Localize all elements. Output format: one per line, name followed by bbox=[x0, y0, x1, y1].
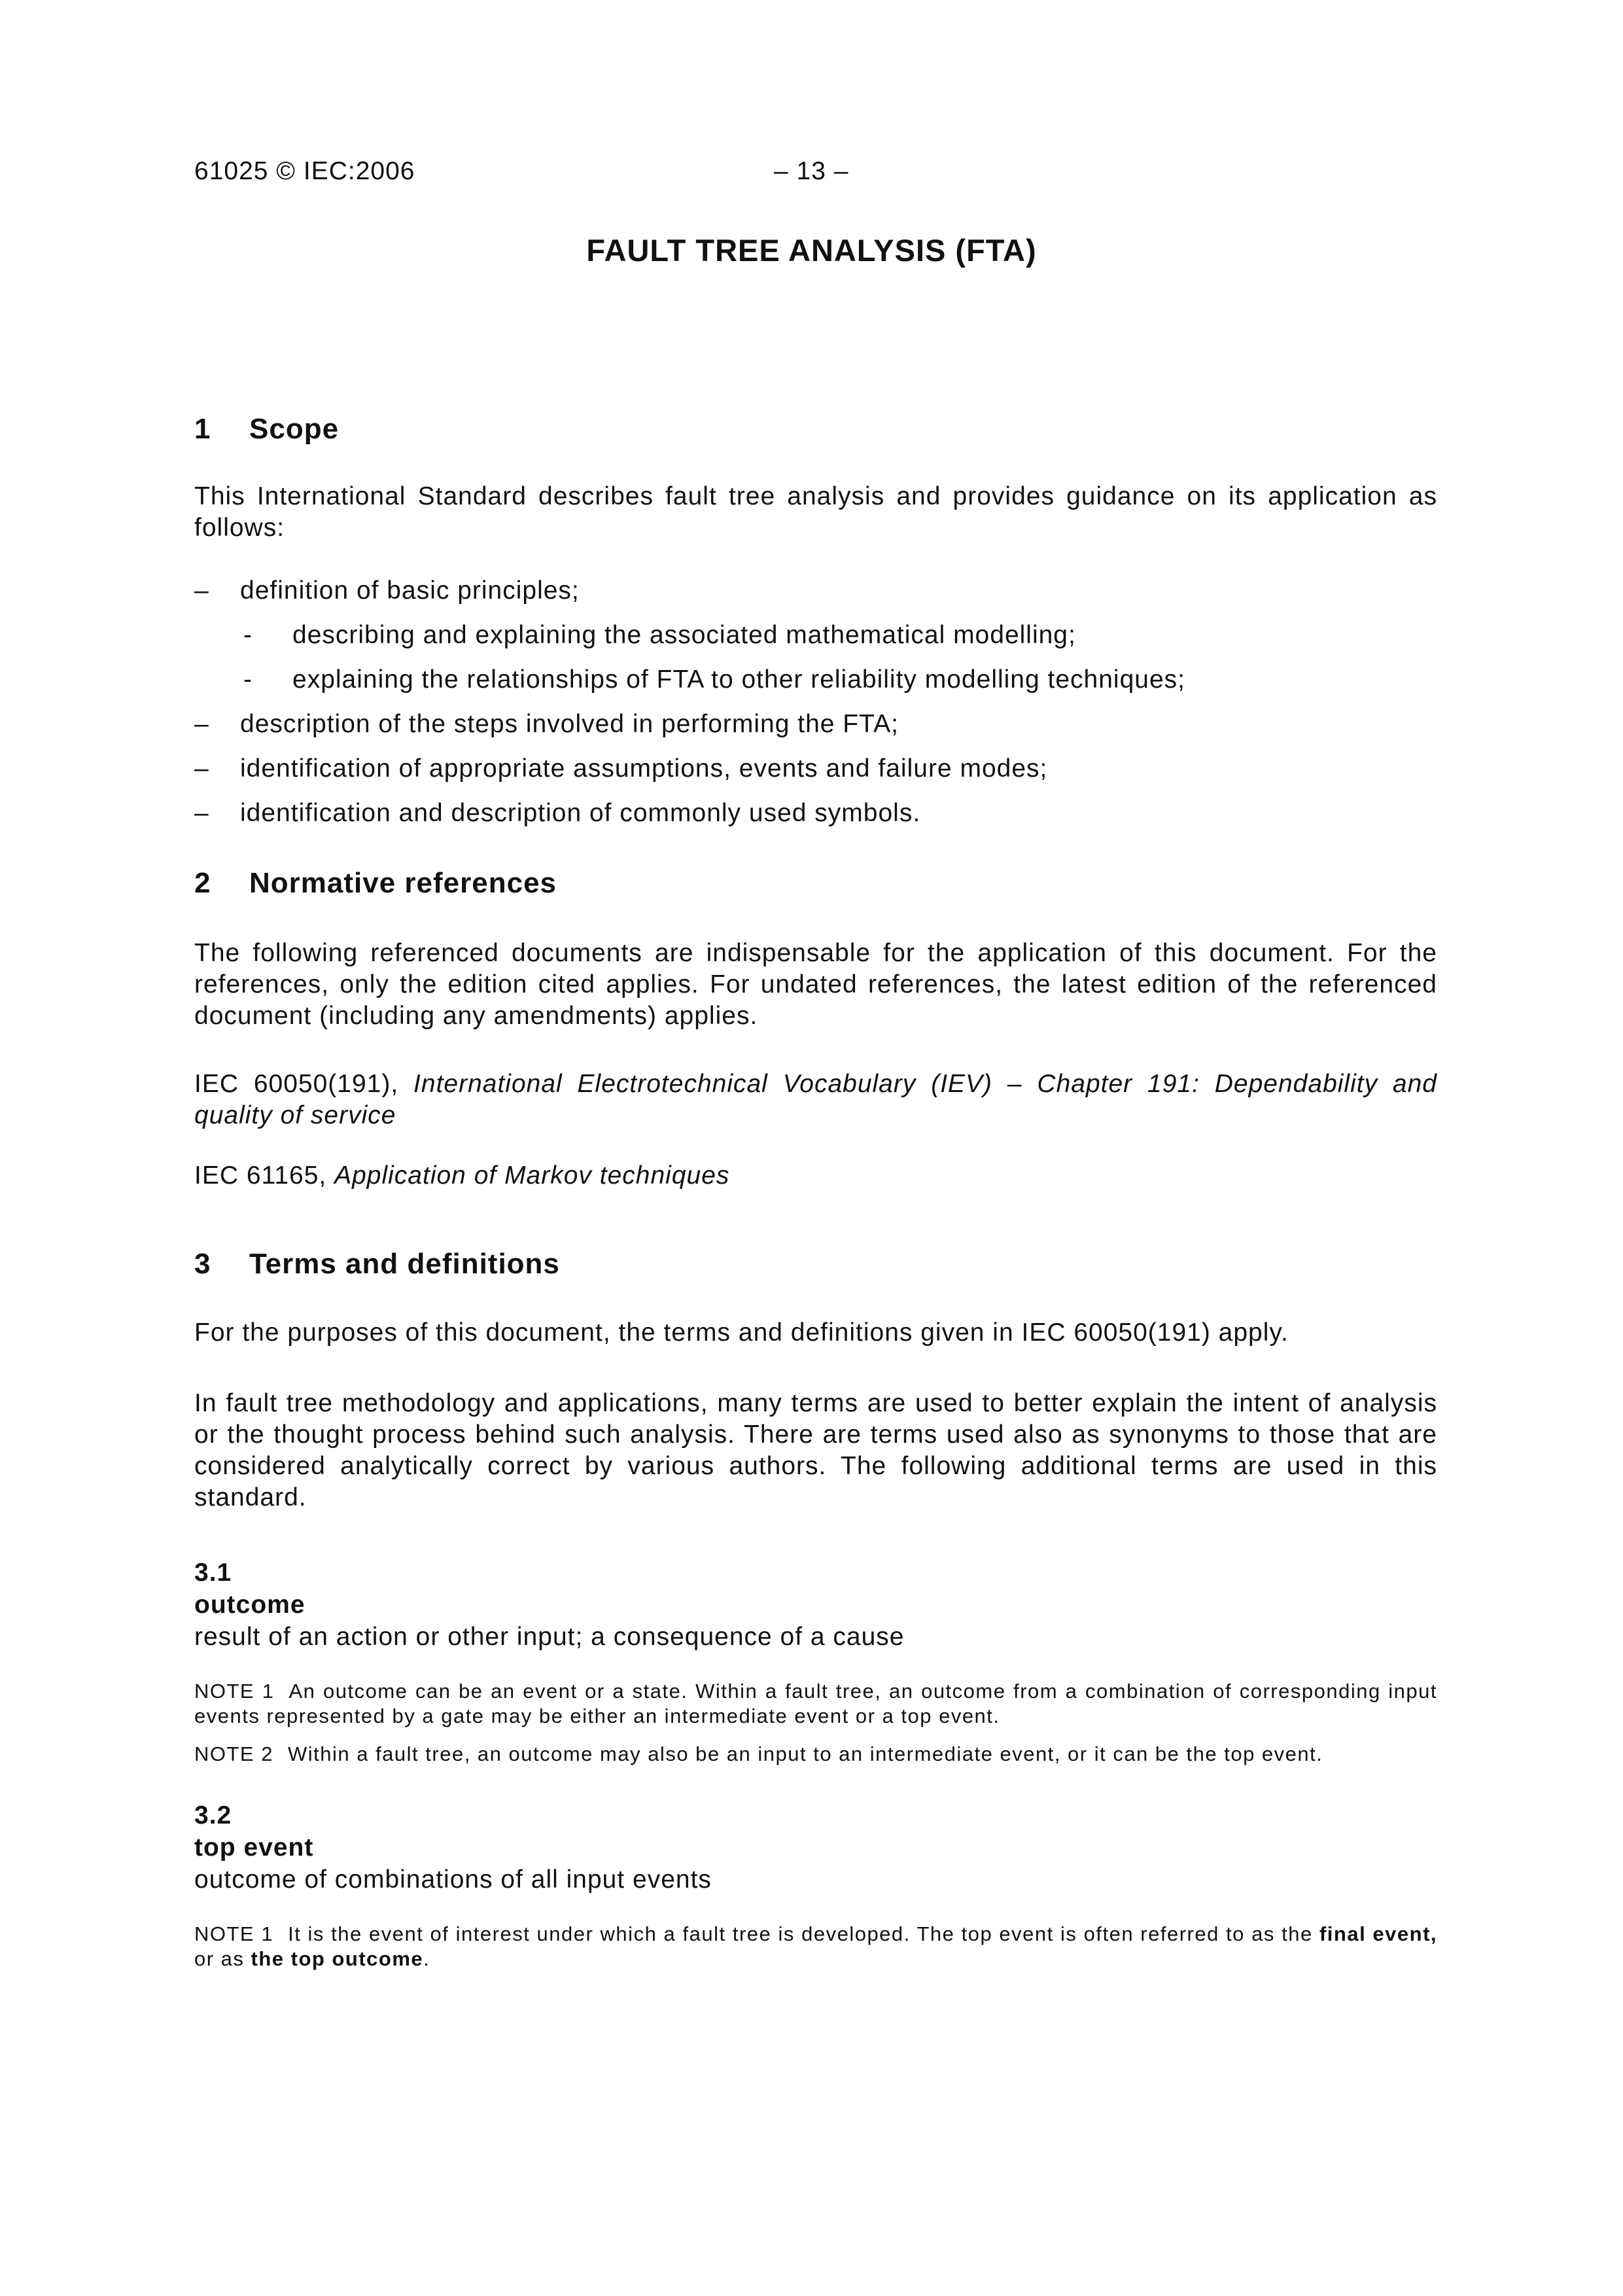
list-item-text: description of the steps involved in performing the FTA; bbox=[240, 710, 899, 738]
list-marker: - bbox=[243, 665, 253, 694]
document-title: FAULT TREE ANALYSIS (FTA) bbox=[586, 233, 1037, 268]
note-text: It is the event of interest under which a fault tree is developed. The top event is often referred to as the bbox=[288, 1922, 1319, 1945]
list-item-text: explaining the relationships of FTA to other reliability modelling techniques; bbox=[292, 665, 1185, 694]
term-number: 3.1 bbox=[194, 1559, 232, 1587]
list-item-text: identification of appropriate assumptions, events and failure modes; bbox=[240, 754, 1048, 783]
reference-title: International Electrotechnical Vocabulary (IEV) – Chapter 191: Dependability and quality of service bbox=[194, 1070, 1437, 1129]
term-definition: outcome of combinations of all input events bbox=[194, 1865, 712, 1894]
section-title: Normative references bbox=[249, 867, 557, 899]
reference-title: Application of Markov techniques bbox=[334, 1161, 730, 1190]
header-page-number: – 13 – bbox=[774, 157, 849, 185]
list-marker: – bbox=[194, 710, 209, 738]
scope-list bbox=[194, 569, 1437, 836]
list-item-text: describing and explaining the associated mathematical modelling; bbox=[292, 621, 1076, 649]
note-text: An outcome can be an event or a state. Within a fault tree, an outcome from a combination of corresponding input events represented by a gate may be either an intermediate event or a top event. bbox=[194, 1680, 1438, 1727]
list-marker: – bbox=[194, 576, 209, 605]
note-bold-term: final event, bbox=[1319, 1922, 1438, 1945]
note-label: NOTE 2 bbox=[194, 1742, 273, 1765]
reference-id: IEC 60050(191), bbox=[194, 1070, 414, 1098]
section-heading-scope bbox=[194, 409, 1437, 450]
document-body bbox=[194, 409, 1437, 1971]
list-item bbox=[194, 569, 1437, 613]
term-note bbox=[194, 1922, 1437, 1971]
list-marker: – bbox=[194, 799, 209, 827]
section-number: 3 bbox=[194, 1248, 211, 1280]
term-note bbox=[194, 1679, 1437, 1729]
list-marker: – bbox=[194, 754, 209, 783]
scope-intro-paragraph: This International Standard describes fault tree analysis and provides guidance on its application as follows: bbox=[194, 482, 1437, 542]
list-item-text: identification and description of commonly used symbols. bbox=[240, 799, 921, 827]
reference-entry bbox=[194, 1160, 1437, 1192]
note-label: NOTE 1 bbox=[194, 1680, 275, 1703]
section-number: 1 bbox=[194, 413, 211, 445]
normative-references-paragraph: The following referenced documents are indispensable for the application of this document. For the references, only the edition cited applies. For undated references, the latest edition of the referenced document (including any amendments) applies. bbox=[194, 939, 1437, 1030]
term-note bbox=[194, 1742, 1437, 1767]
term-definition: result of an action or other input; a consequence of a cause bbox=[194, 1623, 905, 1651]
reference-entry bbox=[194, 1069, 1437, 1131]
terms-paragraph-2: In fault tree methodology and applications, many terms are used to better explain the intent of analysis or the thought process behind such analysis. There are terms used also as synonyms to those that are considered analytically correct by various authors. The following additional terms are used in this standard. bbox=[194, 1389, 1437, 1511]
list-item bbox=[194, 747, 1437, 791]
section-heading-terms-definitions bbox=[194, 1244, 1437, 1284]
list-item-text: definition of basic principles; bbox=[240, 576, 580, 605]
list-item bbox=[194, 702, 1437, 747]
list-item bbox=[194, 613, 1437, 658]
section-title: Scope bbox=[249, 413, 340, 445]
list-item bbox=[194, 658, 1437, 702]
section-number: 2 bbox=[194, 867, 211, 899]
term-name: top event bbox=[194, 1833, 314, 1862]
note-text: Within a fault tree, an outcome may also be an input to an intermediate event, or it can be the top event. bbox=[287, 1742, 1323, 1765]
terms-paragraph-1: For the purposes of this document, the terms and definitions given in IEC 60050(191) apply. bbox=[194, 1318, 1289, 1347]
section-heading-normative-references bbox=[194, 863, 1437, 904]
header-document-reference: 61025 © IEC:2006 bbox=[194, 157, 415, 185]
note-bold-term: the top outcome bbox=[251, 1947, 424, 1970]
term-name: outcome bbox=[194, 1591, 305, 1619]
list-item bbox=[194, 791, 1437, 836]
note-text: . bbox=[423, 1947, 430, 1970]
note-label: NOTE 1 bbox=[194, 1922, 274, 1945]
list-marker: - bbox=[243, 621, 253, 649]
reference-id: IEC 61165, bbox=[194, 1161, 335, 1190]
note-text: or as bbox=[194, 1947, 251, 1970]
section-title: Terms and definitions bbox=[249, 1248, 560, 1280]
term-number: 3.2 bbox=[194, 1801, 232, 1829]
